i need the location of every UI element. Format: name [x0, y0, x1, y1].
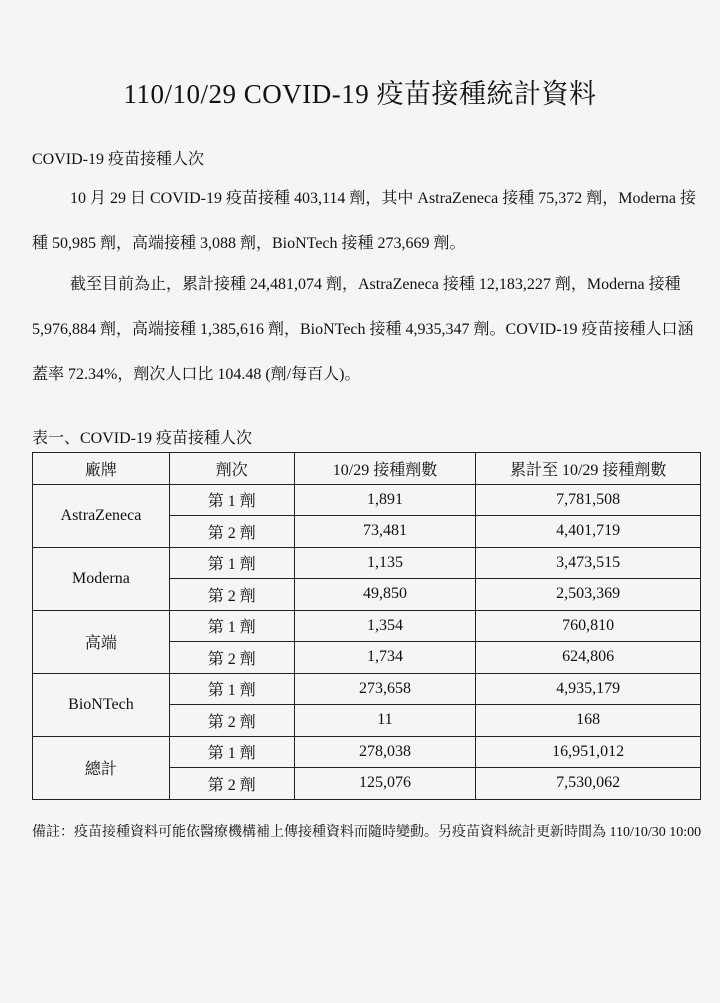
- dose-cell: 第 1 劑: [169, 547, 294, 579]
- cumulative-cell: 4,401,719: [476, 516, 701, 548]
- cumulative-cell: 7,781,508: [476, 484, 701, 516]
- table-row: [33, 673, 701, 705]
- cumulative-cell: 168: [476, 705, 701, 737]
- table-row: [33, 736, 701, 768]
- brand-cell: Moderna: [33, 547, 170, 610]
- brand-cell: AstraZeneca: [33, 484, 170, 547]
- dose-cell: 第 2 劑: [169, 516, 294, 548]
- daily-cell: 1,135: [294, 547, 476, 579]
- header-brand: 廠牌: [33, 453, 170, 485]
- header-cumulative: 累計至 10/29 接種劑數: [476, 453, 701, 485]
- header-daily: 10/29 接種劑數: [294, 453, 476, 485]
- dose-cell: 第 2 劑: [169, 705, 294, 737]
- daily-cell: 73,481: [294, 516, 476, 548]
- section-heading: COVID-19 疫苗接種人次: [32, 151, 204, 168]
- brand-cell: 總計: [33, 736, 170, 799]
- dose-cell: 第 2 劑: [169, 579, 294, 611]
- table-row: [33, 484, 701, 516]
- dose-cell: 第 1 劑: [169, 736, 294, 768]
- dose-cell: 第 1 劑: [169, 610, 294, 642]
- dose-cell: 第 1 劑: [169, 484, 294, 516]
- dose-cell: 第 2 劑: [169, 768, 294, 800]
- brand-cell: 高端: [33, 610, 170, 673]
- page-title: 110/10/29 COVID-19 疫苗接種統計資料: [123, 79, 597, 109]
- daily-cell: 1,354: [294, 610, 476, 642]
- daily-cell: 1,734: [294, 642, 476, 674]
- cumulative-cell: 4,935,179: [476, 673, 701, 705]
- daily-cell: 278,038: [294, 736, 476, 768]
- cumulative-cell: 16,951,012: [476, 736, 701, 768]
- cumulative-summary-paragraph: 截至目前為止，累計接種 24,481,074 劑，AstraZeneca 接種 12,183,227 劑，Moderna 接種 5,976,884 劑，高端接種 1,385,616 劑，BioNTech 接種 4,935,347 劑。COVID-19 疫苗接種人口涵蓋率 72.34%，劑次人口比 104.48 (劑/每百人)。: [32, 276, 694, 383]
- header-dose: 劑次: [169, 453, 294, 485]
- vaccination-table: [32, 452, 701, 800]
- table-row: [33, 547, 701, 579]
- cumulative-cell: 760,810: [476, 610, 701, 642]
- daily-cell: 1,891: [294, 484, 476, 516]
- cumulative-cell: 2,503,369: [476, 579, 701, 611]
- dose-cell: 第 2 劑: [169, 642, 294, 674]
- table-caption: 表一、COVID-19 疫苗接種人次: [32, 430, 252, 447]
- daily-cell: 125,076: [294, 768, 476, 800]
- daily-summary-paragraph: 10 月 29 日 COVID-19 疫苗接種 403,114 劑，其中 AstraZeneca 接種 75,372 劑，Moderna 接種 50,985 劑，高端接種 3,088 劑，BioNTech 接種 273,669 劑。: [32, 190, 696, 252]
- cumulative-cell: 624,806: [476, 642, 701, 674]
- table-row: [33, 610, 701, 642]
- daily-cell: 273,658: [294, 673, 476, 705]
- cumulative-cell: 7,530,062: [476, 768, 701, 800]
- brand-cell: BioNTech: [33, 673, 170, 736]
- table-header-row: [33, 453, 701, 485]
- footnote: 備註：疫苗接種資料可能依醫療機構補上傳接種資料而隨時變動。另疫苗資料統計更新時間為 110/10/30 10:00: [32, 825, 702, 840]
- daily-cell: 11: [294, 705, 476, 737]
- cumulative-cell: 3,473,515: [476, 547, 701, 579]
- daily-cell: 49,850: [294, 579, 476, 611]
- dose-cell: 第 1 劑: [169, 673, 294, 705]
